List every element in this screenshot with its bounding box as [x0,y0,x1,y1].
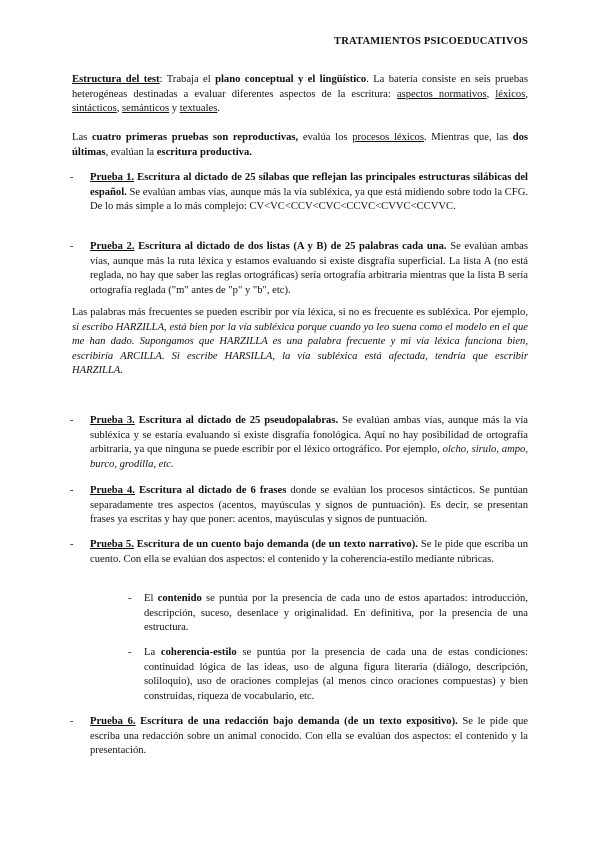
subitem-coherencia-estilo: - La coherencia-estilo se puntúa por la presencia de cada una de estas condiciones: continuidad lógica de las ideas, uso de alguna figura literaria (diálogo, descripción, soliloquio), uso de oraciones complejas (al menos cinco oraciones compuestas) y bien construidas, riqueza de vocabulario, etc. [128,647,528,702]
list-dash: - [70,716,74,727]
test-item-2: - Prueba 2. Escritura al dictado de dos listas (A y B) de 25 palabras cada una. Se evalúan ambas vías, aunque más la ruta léxica y estamos evaluando si existe disgrafía superficial. La lista A (no está reglada, no hay que saber las reglas ortográficas) sería ortografía arbitraria mientras que la lista B sería ortografía reglada ("m" antes de "p" y "b", etc). [70,241,528,296]
test-label: Prueba 4. [90,485,135,496]
test-label: Prueba 1. [90,172,135,183]
list-dash: - [70,539,74,550]
list-dash: - [128,593,132,604]
test-label: Prueba 5. [90,539,134,550]
list-dash: - [70,241,74,252]
page-header: TRATAMIENTOS PSICOEDUCATIVOS [334,36,528,47]
test-item-5: - Prueba 5. Escritura de un cuento bajo demanda (de un texto narrativo). Se le pide que escriba un cuento. Con ella se evalúan dos aspectos: el contenido y la coherencia-estilo mediante rúbricas. [70,539,528,565]
test-item-4: - Prueba 4. Escritura al dictado de 6 frases donde se evalúan los procesos sintácticos. Se puntúan separadamente tres aspectos (acentos, mayúsculas y signos de puntuación). Es decir, se presentan frases ya escritas y hay que poner: acentos, mayúsculas y signos de puntuación. [70,485,528,526]
subitem-contenido: - El contenido se puntúa por la presencia de cada uno de estos apartados: introducción, descripción, suceso, desenlace y originalidad. En definitiva, por la presencia de una estructura. [128,593,528,634]
test-label: Prueba 2. [90,241,135,252]
list-dash: - [70,415,74,426]
example-note-paragraph: Las palabras más frecuentes se pueden escribir por vía léxica, si no es frecuente es subléxica. Por ejemplo, si escribo HARZILLA, está bien por la vía subléxica porque cuando yo leo suena como el modelo en el que me han dado. Supongamos que HARZILLA es una palabra frecuente y mi vía léxica funciona bien, escribiría ARCILLA. Si escribe HARSILLA, la vía subléxica está afectada, tendría que escribir HARZILLA. [72,307,528,377]
intro-paragraph: Estructura del test: Trabaja el plano conceptual y el lingüístico. La batería consiste en seis pruebas heterogéneas destinadas a evaluar diferentes aspectos de la escritura: aspectos normativos, léxicos, sintácticos, semánticos y textuales. [72,74,528,115]
list-dash: - [70,172,74,183]
summary-paragraph: Las cuatro primeras pruebas son reproductivas, evalúa los procesos léxicos. Mientras que, las dos últimas, evalúan la escritura productiva. [72,132,529,158]
test-label: Prueba 6. [90,716,136,727]
list-dash: - [70,485,74,496]
test-item-6: - Prueba 6. Escritura de una redacción bajo demanda (de un texto expositivo). Se le pide que escriba una redacción sobre un animal conocido. Con ella se evalúan dos aspectos: el contenido y la presentación. [70,716,528,757]
test-item-1: - Prueba 1. Escritura al dictado de 25 sílabas que reflejan las principales estructuras silábicas del español. Se evalúan ambas vías, aunque más la vía subléxica, ya que está midiendo sobre todo la CFG. De lo más simple a lo más complejo: CV<VC<CCV<CVC<CCVC<CVVC<CCVVC. [70,172,528,213]
test-item-3: - Prueba 3. Escritura al dictado de 25 pseudopalabras. Se evalúan ambas vías, aunque más la vía subléxica y se estaría evaluando si existe disgrafía fonológica. Aquí no hay posibilidad de ortografía arbitraria, ya que ninguna se puede escribir por el léxico ortográfico. Por ejemplo, olcho, sirulo, ampo, burco, grodilla, etc. [70,415,528,470]
test-label: Prueba 3. [90,415,135,426]
intro-label: Estructura del test [72,74,160,85]
list-dash: - [128,647,132,658]
